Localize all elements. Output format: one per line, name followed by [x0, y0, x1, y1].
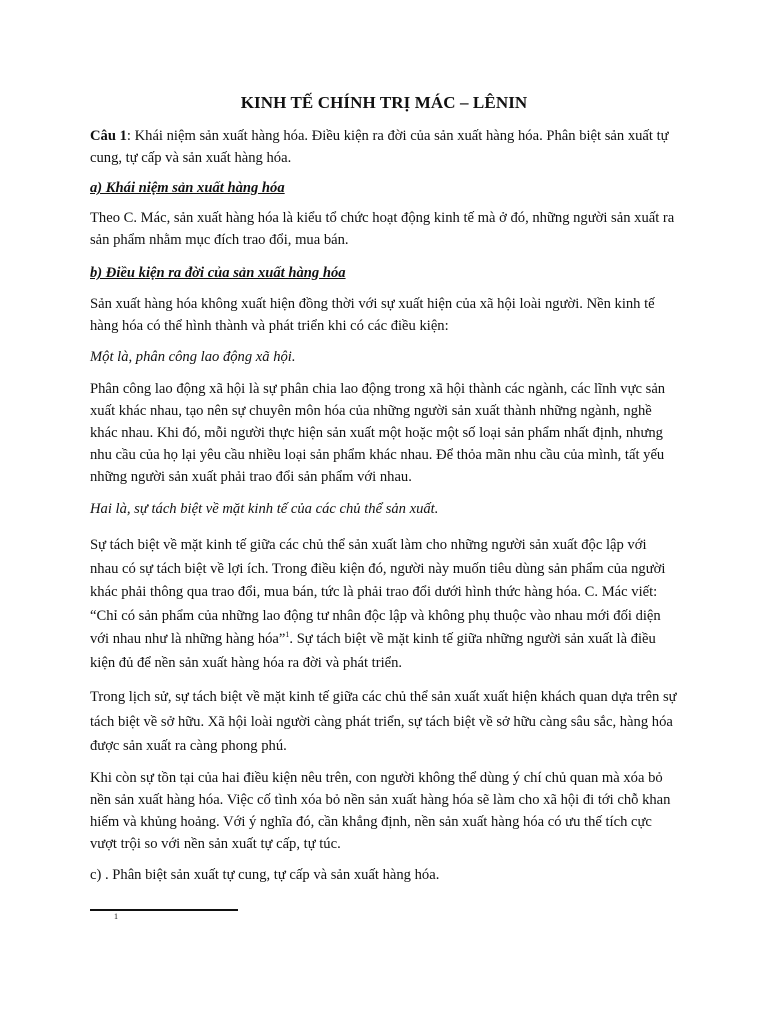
- condition-2-text: Hai là, sự tách biệt về mặt kinh tế của các chủ thể sản xuất.: [90, 501, 439, 517]
- section-a-heading-text: a) Khái niệm sản xuất hàng hóa: [90, 180, 285, 196]
- conclusion-paragraph-text: Khi còn sự tồn tại của hai điều kiện nêu trên, con người không thể dùng ý chí chủ quan mà xóa bỏ nền sản xuất hàng hóa. Việc cố tình xóa bỏ nền sản xuất hàng hóa sẽ làm cho xã hội đi tới chỗ khan hiếm và khủng hoảng. Với ý nghĩa đó, cần khẳng định, nền sản xuất hàng hóa có ưu thế tích cực vượt trội so với nền sản xuất tự cấp, tự túc.: [90, 770, 671, 852]
- section-a-body: [90, 207, 678, 251]
- question-label: Câu 1: [90, 128, 127, 144]
- section-b-intro: [90, 293, 678, 337]
- section-b-heading: [90, 262, 678, 284]
- footnote-reference[interactable]: 1: [285, 630, 290, 640]
- conclusion-paragraph: [90, 767, 678, 855]
- footnote-separator: [90, 909, 238, 911]
- condition-2-heading: [90, 498, 678, 520]
- section-c-heading-text: c) . Phân biệt sản xuất tự cung, tự cấp và sản xuất hàng hóa.: [90, 867, 440, 883]
- condition-1-body: [90, 378, 678, 488]
- footnote-mark: 1: [114, 912, 118, 921]
- condition-2-body: [90, 534, 678, 675]
- condition-2-body-before: Sự tách biệt về mặt kinh tế giữa các chủ thể sản xuất làm cho những người sản xuất độc lập với nhau có sự tách biệt về lợi ích. Trong điều kiện đó, người này muốn tiêu dùng sản phẩm của người khác phải thông qua trao đổi, mua bán, tức là phải trao đổi dưới hình thức hàng hóa. C. Mác viết: “Chỉ có sản phẩm của những lao động tư nhân độc lập và không phụ thuộc vào nhau mới đối diện với nhau như là những hàng hóa”: [90, 537, 666, 647]
- section-b-heading-text: b) Điều kiện ra đời của sản xuất hàng hóa: [90, 265, 346, 281]
- document-page: [90, 0, 678, 1024]
- condition-1-body-text: Phân công lao động xã hội là sự phân chia lao động trong xã hội thành các ngành, các lĩnh vực sản xuất khác nhau, tạo nên sự chuyên môn hóa của những người sản xuất thành những ngành, nghề khác nhau. Khi đó, mỗi người thực hiện sản xuất một hoặc một số loại sản phẩm nhất định, nhưng nhu cầu của họ lại yêu cầu nhiều loại sản phẩm khác nhau. Để thỏa mãn nhu cầu của mình, tất yếu những người sản xuất phải trao đổi sản phẩm với nhau.: [90, 381, 666, 485]
- condition-2-body-after: . Sự tách biệt về mặt kinh tế giữa những người sản xuất là điều kiện đủ để nền sản xuất hàng hóa ra đời và phát triển.: [90, 631, 656, 671]
- section-a-body-text: Theo C. Mác, sản xuất hàng hóa là kiểu tổ chức hoạt động kinh tế mà ở đó, những người sản xuất ra sản phẩm nhằm mục đích trao đổi, mua bán.: [90, 210, 675, 248]
- section-a-heading: [90, 177, 678, 199]
- history-paragraph: [90, 685, 678, 759]
- question-paragraph: [90, 125, 678, 169]
- question-text: : Khái niệm sản xuất hàng hóa. Điều kiện ra đời của sản xuất hàng hóa. Phân biệt sản xuất tự cung, tự cấp và sản xuất hàng hóa.: [90, 128, 669, 166]
- document-title: KINH TẾ CHÍNH TRỊ MÁC – LÊNIN: [240, 93, 528, 112]
- history-paragraph-text: Trong lịch sử, sự tách biệt về mặt kinh tế giữa các chủ thể sản xuất xuất hiện khách quan dựa trên sự tách biệt về sở hữu. Xã hội loài người càng phát triển, sự tách biệt về sở hữu càng sâu sắc, hàng hóa được sản xuất ra càng phong phú.: [90, 689, 677, 754]
- condition-1-text: Một là, phân công lao động xã hội.: [90, 349, 296, 365]
- section-c-heading: [90, 864, 678, 886]
- section-b-intro-text: Sản xuất hàng hóa không xuất hiện đồng thời với sự xuất hiện của xã hội loài người. Nền kinh tế hàng hóa có thể hình thành và phát triển khi có các điều kiện:: [90, 296, 655, 334]
- condition-1-heading: [90, 346, 678, 368]
